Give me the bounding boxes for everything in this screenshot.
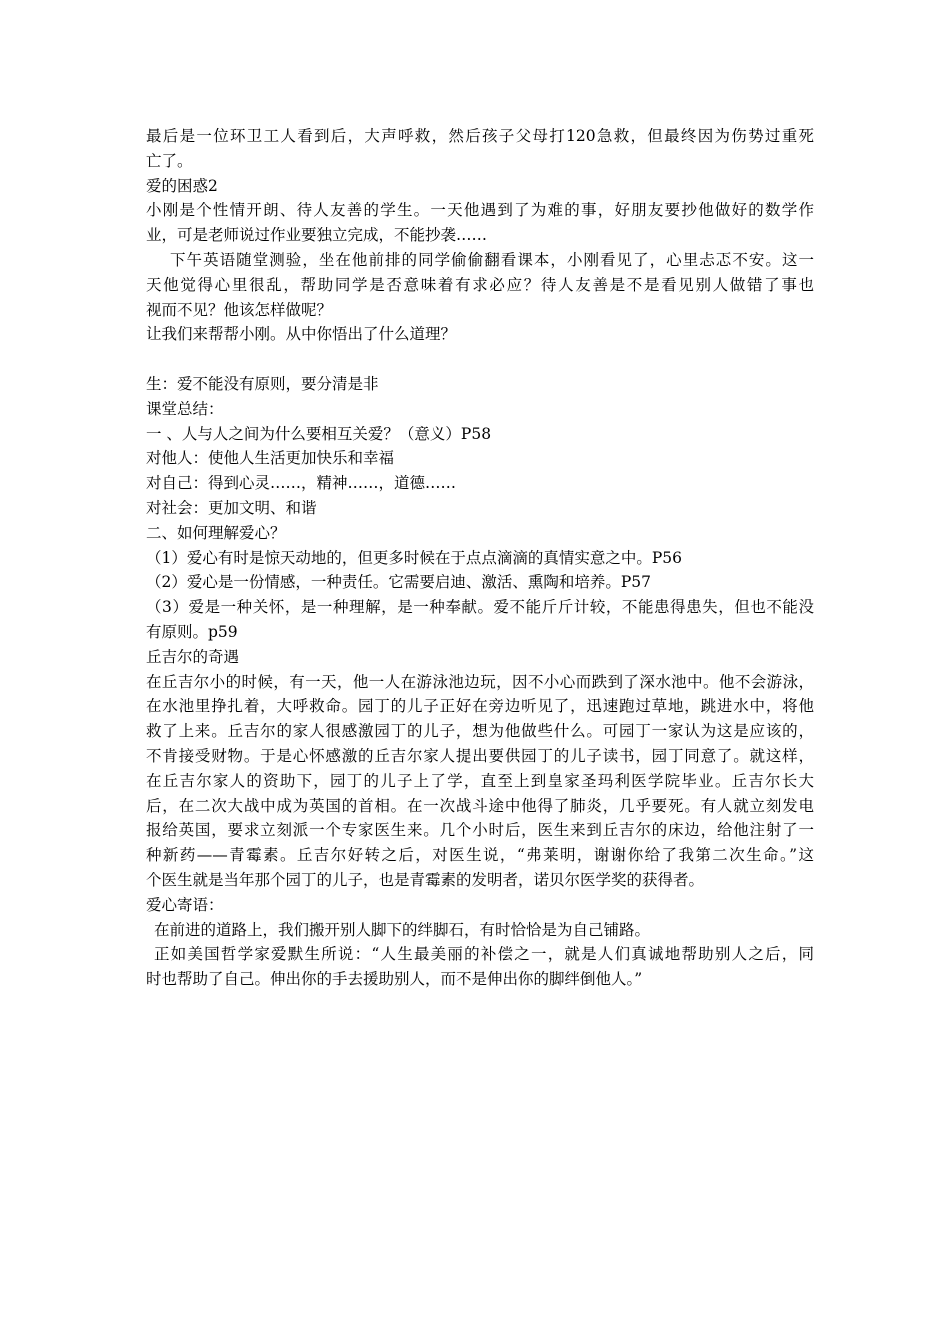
text-line: 视而不见？他该怎样做呢？	[146, 300, 333, 319]
text-line: 小刚是个性情开朗、待人友善的学生。一天他遇到了为难的事，好朋友要抄他做好的数学作	[146, 201, 814, 220]
text-line: 在丘吉尔家人的资助下，园丁的儿子上了学，直至上到皇家圣玛利医学院毕业。丘吉尔长大	[146, 771, 814, 790]
section-heading: 丘吉尔的奇遇	[146, 647, 240, 666]
list-item: （3）爱是一种关怀，是一种理解，是一种奉献。爱不能斤斤计较，不能患得患失，但也不能没	[146, 598, 814, 617]
text-line: 生：爱不能没有原则，要分清是非	[146, 374, 379, 393]
text-line: 个医生就是当年那个园丁的儿子，也是青霉素的发明者，诺贝尔医学奖的获得者。	[146, 870, 705, 889]
section-heading: 爱心寄语：	[146, 895, 224, 914]
text-line: 一 、人与人之间为什么要相互关爱？（意义）P58	[146, 424, 492, 443]
text-line: 后，在二次大战中成为英国的首相。在一次战斗途中他得了肺炎，几乎要死。有人就立刻发电	[146, 796, 814, 815]
blank-line	[146, 347, 814, 372]
text-line: 不肯接受财物。于是心怀感激的丘吉尔家人提出要供园丁的儿子读书，园丁同意了。就这样，	[146, 746, 814, 765]
text-line: 最后是一位环卫工人看到后，大声呼救，然后孩子父母打120急救，但最终因为伤势过重死	[146, 127, 814, 145]
text-line: 正如美国哲学家爱默生所说：“人生最美丽的补偿之一，就是人们真诚地帮助别人之后，同	[154, 945, 814, 964]
section-heading: 爱的困惑2	[146, 176, 218, 195]
text-line: 业，可是老师说过作业要独立完成，不能抄袭……	[146, 226, 488, 245]
text-line: 时也帮助了自己。伸出你的手去援助别人，而不是伸出你的脚绊倒他人。”	[146, 970, 643, 989]
list-item: （2）爱心是一份情感，一种责任。它需要启迪、激活、熏陶和培养。P57	[146, 573, 652, 592]
list-item: （1）爱心有时是惊天动地的，但更多时候在于点点滴滴的真情实意之中。P56	[146, 548, 683, 567]
text-line: 下午英语随堂测验，坐在他前排的同学偷偷翻看课本，小刚看见了，心里忐忑不安。这一	[170, 250, 814, 269]
text-line: 报给英国，要求立刻派一个专家医生来。几个小时后，医生来到丘吉尔的床边，给他注射了一	[146, 821, 814, 840]
text-line: 天他觉得心里很乱，帮助同学是否意味着有求必应？待人友善是不是看见别人做错了事也	[146, 275, 814, 294]
text-line: 救了上来。丘吉尔的家人很感激园丁的儿子，想为他做些什么。可园丁一家认为这是应该的，	[146, 722, 814, 741]
text-line: 有原则。p59	[146, 622, 238, 641]
text-line: 在丘吉尔小的时候，有一天，他一人在游泳池边玩，因不小心而跌到了深水池中。他不会游泳，	[146, 672, 814, 691]
section-heading: 二、如何理解爱心？	[146, 523, 286, 542]
text-line: 让我们来帮帮小刚。从中你悟出了什么道理？	[146, 325, 457, 344]
text-line: 亡了。	[146, 151, 193, 170]
text-line: 对自己：得到心灵……，精神……，道德……	[146, 474, 457, 493]
document-body	[146, 124, 814, 992]
text-line: 种新药——青霉素。丘吉尔好转之后，对医生说，“弗莱明，谢谢你给了我第二次生命。”这	[146, 846, 814, 865]
text-line: 在前进的道路上，我们搬开别人脚下的绊脚石，有时恰恰是为自己铺路。	[154, 920, 651, 939]
text-line: 在水池里挣扎着，大呼救命。园丁的儿子正好在旁边听见了，迅速跑过草地，跳进水中，将他	[146, 697, 814, 716]
section-heading: 课堂总结：	[146, 399, 224, 418]
text-line: 对他人：使他人生活更加快乐和幸福	[146, 449, 395, 468]
text-line: 对社会：更加文明、和谐	[146, 498, 317, 517]
